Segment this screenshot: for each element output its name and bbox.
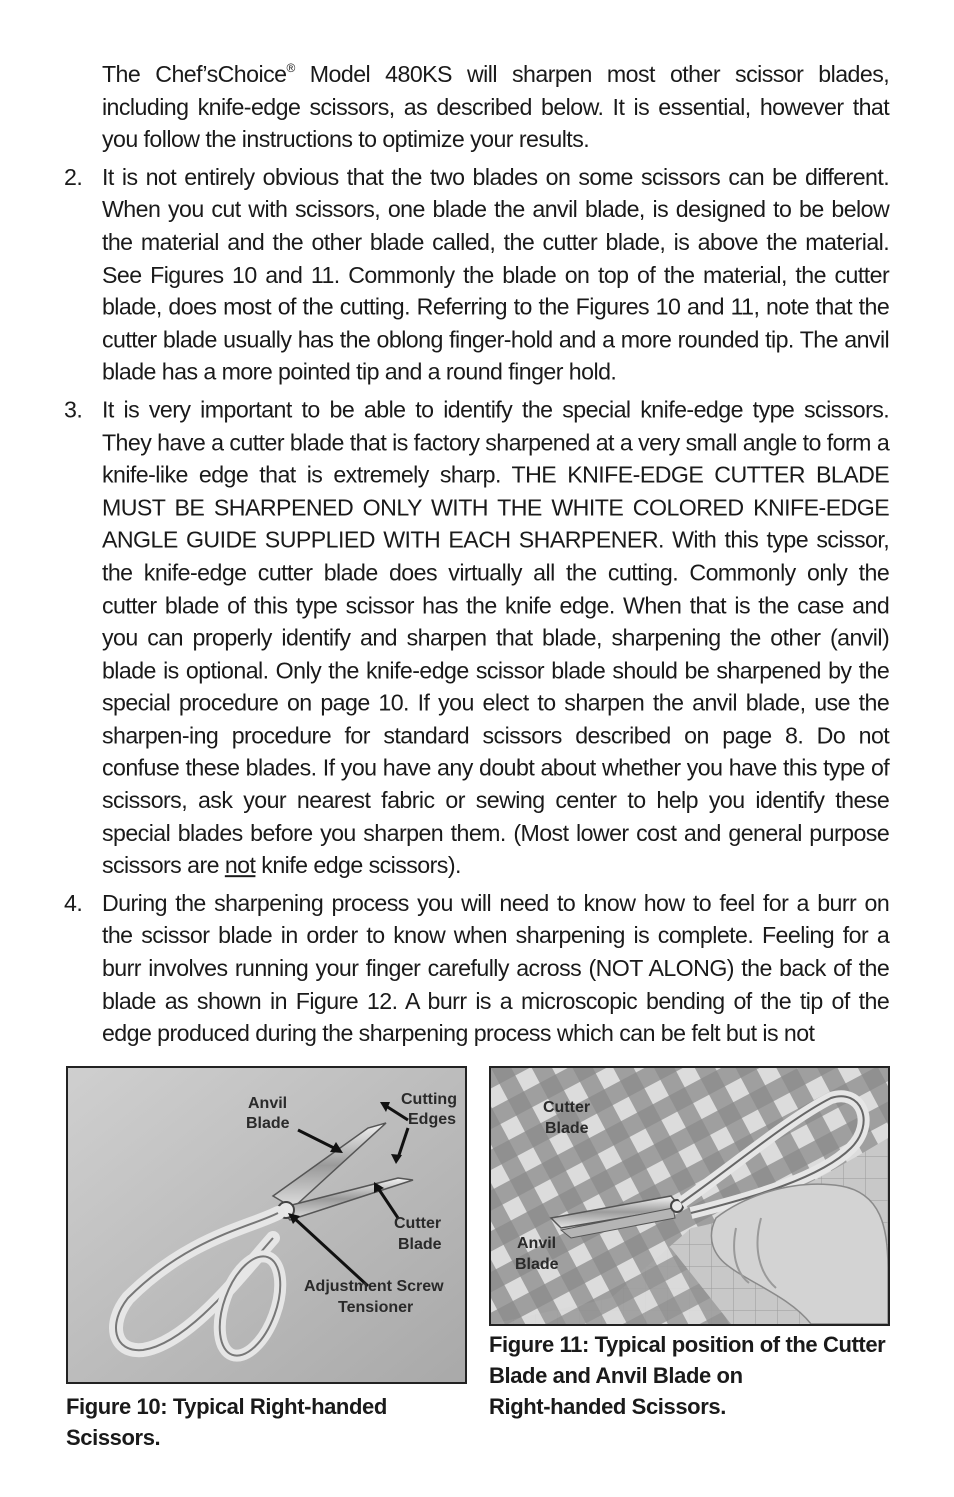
list-number: 4.	[64, 890, 83, 916]
intro-paragraph: The Chef’sChoice® Model 480KS will sharpen most other scissor blades, including knife-edge scissors, as described below. It is essential, however that you follow the instructions to optimize your results.	[101, 60, 890, 153]
instructions-text	[64, 58, 889, 1050]
figure-10-photo	[66, 1066, 467, 1384]
label-cutter-blade: Cutter	[394, 1215, 442, 1232]
list-item-4	[64, 887, 889, 1050]
registered-mark: ®	[286, 60, 295, 75]
svg-text:Blade: Blade	[545, 1120, 589, 1137]
label-anvil-blade: Anvil	[517, 1235, 557, 1252]
label-cutter-blade: Cutter	[543, 1099, 591, 1116]
scissors-illustration	[68, 1068, 465, 1382]
list-item-2	[64, 161, 889, 389]
list-number: 3.	[64, 396, 83, 423]
svg-text:Blade: Blade	[398, 1236, 442, 1253]
underlined-word: not	[224, 852, 256, 879]
svg-text:Blade: Blade	[246, 1115, 290, 1132]
list-item-3	[64, 394, 889, 882]
list-text: It is very important to be able to identify the special knife-edge type scissors. They have a cutter blade that is factory sharpened at a very small angle to form a knife-like edge that is extremely sharp. THE KNIFE-EDGE CUTTER BLADE MUST BE SHARPENED ONLY WITH THE WHITE COLORED KNIFE-EDGE ANGLE GUIDE SUPPLIED WITH EACH SHARPENER. With this type scissor, the knife-edge cutter blade does virtually all the cutting. Commonly only the cutter blade of this type scissor has the knife edge. When that is the case and you can properly identify and sharpen that blade, sharpening the other (anvil) blade is optional. Only the knife-edge scissor blade should be sharpened by the special procedure on page 10. If you elect to sharpen the anvil blade, use the sharpen-ing procedure for standard scissors described on page 8. Do not confuse these blades. If you have any doubt about whether you have this type of scissors, ask your nearest fabric or sewing center to help you identify these special blades before you sharpen them. (Most lower cost and general purpose scissors are not knife edge scissors).	[101, 396, 890, 879]
label-anvil: Anvil	[248, 1095, 288, 1112]
list-text: During the sharpening process you will need to know how to feel for a burr on the scissor blade in order to know when sharpening is complete. Feeling for a burr involves running your finger carefully across (NOT ALONG) the back of the blade as shown in Figure 12. A burr is a microscopic bending of the tip of the edge produced during the sharpening process which can be felt but is not	[101, 890, 890, 1047]
label-adjustment-screw: Adjustment Screw	[304, 1278, 444, 1295]
figure-11-caption: Figure 11: Typical position of the Cutter Blade and Anvil Blade on Right-handed Scissors.	[489, 1332, 886, 1419]
svg-text:Blade: Blade	[515, 1256, 559, 1273]
list-text: It is not entirely obvious that the two blades on some scissors can be different. When you cut with scissors, one blade the anvil blade, is designed to be below the material and the other blade called, the cutter blade, is above the material. See Figures 10 and 11. Commonly the blade on top of the material, the cutter blade, does most of the cutting. Referring to the Figures 10 and 11, note that the cutter blade usually has the oblong finger-hold and a more rounded tip. The anvil blade has a more pointed tip and a round finger hold.	[101, 163, 890, 386]
svg-text:Tensioner: Tensioner	[338, 1299, 414, 1316]
svg-text:Edges: Edges	[408, 1111, 457, 1128]
scissors-on-fabric-illustration	[491, 1068, 888, 1324]
label-cutting-edges: Cutting	[401, 1091, 457, 1108]
figure-11-photo	[489, 1066, 890, 1326]
figure-10-caption: Figure 10: Typical Right-handed Scissors.	[66, 1394, 387, 1450]
list-number: 2.	[64, 163, 83, 190]
